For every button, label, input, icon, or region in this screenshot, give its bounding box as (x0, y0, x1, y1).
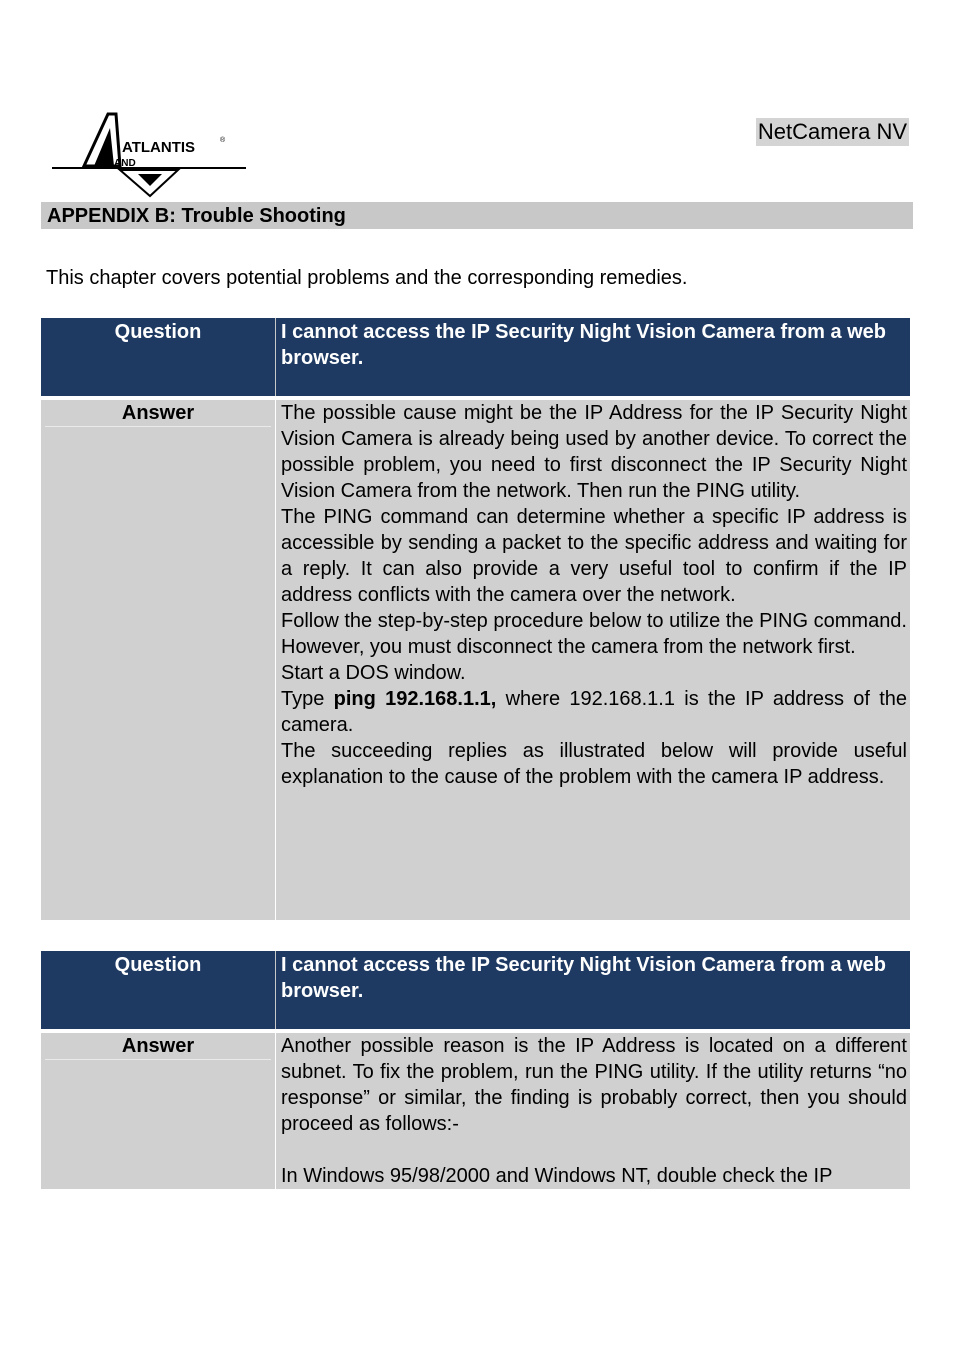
question-label: Question (41, 951, 276, 1029)
qa-table-2 (41, 951, 910, 1189)
answer-paragraph: The possible cause might be the IP Address for the IP Security Night Vision Camera is already being used by another device. To correct the possible problem, you need to first disconnect the IP Security Night Vision Camera from the network. Then run the PING utility. (281, 402, 907, 502)
answer-paragraph: In Windows 95/98/2000 and Windows NT, double check the IP (281, 1165, 833, 1187)
answer-paragraph: The PING command can determine whether a specific IP address is accessible by sending a packet to the specific address and waiting for a reply. It can also provide a very useful tool to confirm if the IP address conflicts with the camera over the network. (281, 506, 907, 606)
answer-text (276, 400, 911, 920)
intro-text: This chapter covers potential problems and the corresponding remedies. (46, 267, 688, 289)
question-row (41, 318, 910, 396)
question-text: I cannot access the IP Security Night Vision Camera from a web browser. (276, 951, 911, 1029)
qa-table-1 (41, 318, 910, 920)
answer-label: Answer (41, 400, 276, 920)
atlantis-land-logo (50, 108, 250, 198)
answer-row (41, 400, 910, 920)
answer-paragraph: Another possible reason is the IP Address is located on a different subnet. To fix the problem, run the PING utility. If the utility returns “no response” or similar, the finding is probably correct, then you should proceed as follows:- (281, 1035, 907, 1135)
logo-sub-text: AND (114, 158, 136, 169)
question-label: Question (41, 318, 276, 396)
question-row (41, 951, 910, 1029)
answer-paragraph: The succeeding replies as illustrated below will provide useful explanation to the cause of the problem with the camera IP address. (281, 740, 907, 788)
answer-paragraph: Type ping 192.168.1.1, where 192.168.1.1 is the IP address of the camera. (281, 688, 907, 736)
logo-text: ATLANTIS (122, 139, 196, 156)
svg-text:®: ® (220, 137, 226, 144)
answer-paragraph: Follow the step-by-step procedure below to utilize the PING command. However, you must disconnect the camera from the network first. (281, 610, 907, 658)
ping-command: ping 192.168.1.1, (333, 688, 497, 710)
answer-label: Answer (41, 1033, 276, 1189)
question-text: I cannot access the IP Security Night Vision Camera from a web browser. (276, 318, 911, 396)
product-name: NetCamera NV (757, 119, 907, 144)
section-title: APPENDIX B: Trouble Shooting (41, 202, 913, 229)
answer-text (276, 1033, 911, 1189)
answer-row (41, 1033, 910, 1189)
answer-paragraph: Start a DOS window. (281, 662, 466, 684)
